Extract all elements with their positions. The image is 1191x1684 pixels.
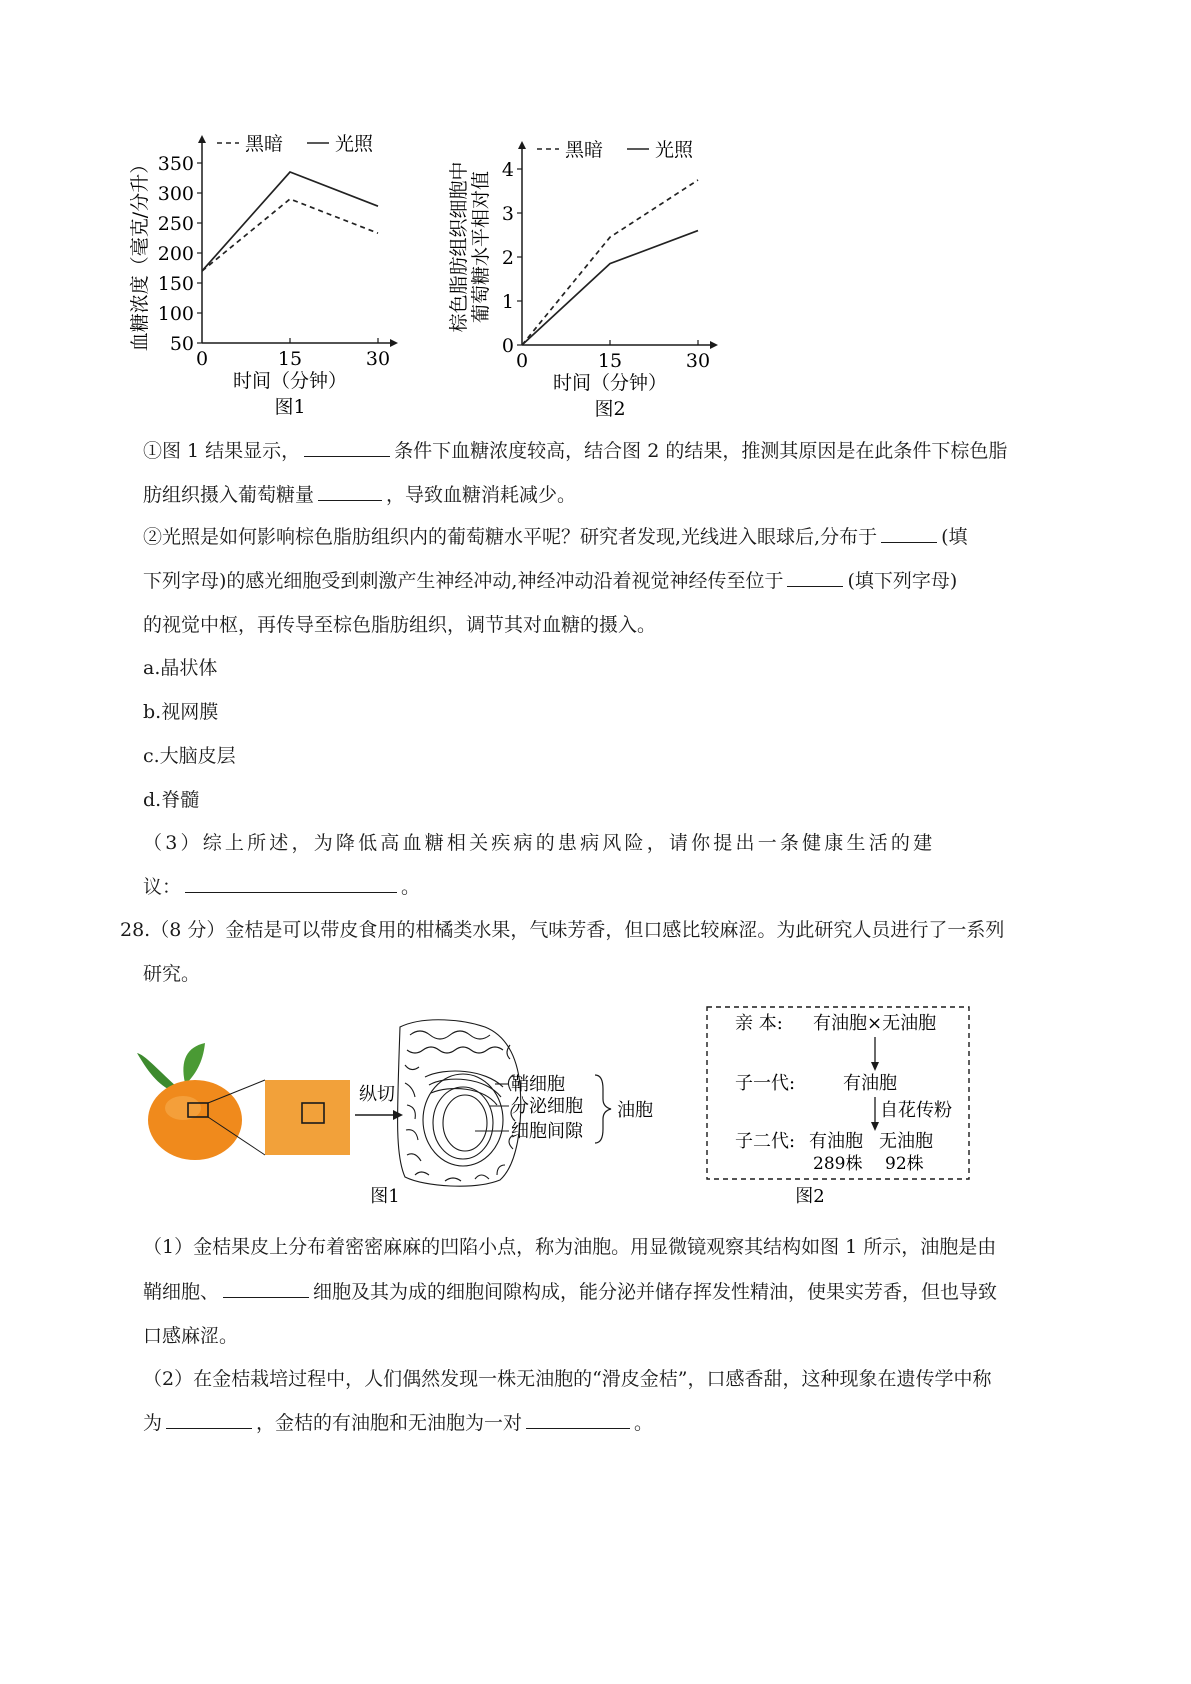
s2-text-a: 为 — [143, 1412, 163, 1434]
arrow-label: 纵切 — [359, 1084, 395, 1105]
q1-line-2 — [143, 480, 576, 507]
question-28-line-1: 28.（8 分）金桔是可以带皮食用的柑橘类水果，气味芳香，但口感比较麻涩。为此研究人员进行了一系列 — [120, 919, 1005, 941]
answer-blank[interactable] — [881, 524, 937, 543]
answer-blank[interactable] — [166, 1410, 252, 1429]
q1-text-b: 条件下血糖浓度较高，结合图 2 的结果，推测其原因是在此条件下棕色脂 — [394, 440, 1008, 462]
y-tick-label: 100 — [157, 303, 194, 325]
q2-line-3: 的视觉中枢，再传导至棕色脂肪组织，调节其对血糖的摄入。 — [143, 614, 657, 636]
y-tick-label: 50 — [169, 333, 194, 355]
brace-icon — [595, 1075, 611, 1143]
legend-label-dark: 黑暗 — [565, 139, 604, 161]
y-tick-label: 0 — [501, 335, 514, 357]
s1-line-2 — [143, 1277, 997, 1304]
x-axis-label: 时间（分钟） — [552, 372, 668, 394]
q2-line-1 — [143, 522, 968, 549]
legend-label-light: 光照 — [335, 133, 374, 155]
answer-blank[interactable] — [318, 482, 382, 501]
q2-text-d: (填下列字母) — [847, 570, 958, 592]
answer-blank[interactable] — [787, 568, 843, 587]
chart-blood-glucose — [130, 130, 430, 430]
q2-line-2 — [143, 566, 957, 593]
s2-text-b: ，金桔的有油胞和无油胞为一对 — [256, 1412, 523, 1434]
q3-text-a: 议： — [143, 876, 182, 898]
y-axis-label-line-2: 葡萄糖水平相对值 — [470, 170, 492, 324]
q1-line-1 — [143, 436, 1007, 463]
s2-text-c: 。 — [634, 1412, 654, 1434]
self-pollination-label: 自花传粉 — [880, 1100, 952, 1121]
y-tick-label: 1 — [501, 291, 514, 313]
s1-text-b: 细胞及其为成的细胞间隙构成，能分泌并储存挥发性精油，使果实芳香，但也导致 — [313, 1281, 998, 1303]
y-tick-label: 3 — [501, 203, 514, 225]
question-28-line-2: 研究。 — [143, 963, 201, 985]
x-axis-arrow — [710, 341, 718, 349]
x-tick-label: 0 — [195, 348, 209, 370]
option-c: c.大脑皮层 — [143, 745, 236, 767]
peel-magnified — [265, 1080, 350, 1155]
f2-without-gland: 无油胞 — [879, 1131, 933, 1152]
x-tick-label: 0 — [515, 350, 529, 372]
chart-caption: 图2 — [594, 398, 626, 420]
figure-cross-diagram — [705, 1005, 995, 1210]
y-tick-label: 150 — [157, 273, 194, 295]
q3-line-1: （3）综上所述，为降低高血糖相关疾病的患病风险，请你提出一条健康生活的建 — [143, 832, 936, 854]
parent-cross: 有油胞×无油胞 — [813, 1013, 937, 1034]
figure-oil-gland — [125, 1005, 655, 1210]
f2-with-gland: 有油胞 — [809, 1131, 863, 1152]
q3-text-b: 。 — [401, 876, 421, 898]
y-tick-label: 4 — [501, 159, 514, 181]
q1-text-a: ①图 1 结果显示， — [143, 440, 301, 462]
series-line-dark — [202, 199, 378, 271]
kumquat-icon — [148, 1080, 242, 1160]
x-axis-arrow — [390, 339, 398, 347]
answer-blank[interactable] — [223, 1279, 309, 1298]
y-tick-label: 200 — [157, 243, 194, 265]
legend-label-dark: 黑暗 — [245, 133, 284, 155]
x-tick-label: 15 — [597, 350, 623, 372]
y-axis-arrow — [198, 135, 206, 143]
y-axis-arrow — [518, 141, 526, 149]
q1-text-d: ，导致血糖消耗减少。 — [386, 484, 577, 506]
answer-blank[interactable] — [185, 874, 397, 893]
figure-2-caption: 图2 — [795, 1186, 825, 1207]
y-axis-label: 血糖浓度（毫克/分升） — [129, 154, 151, 352]
label-oil-gland: 油胞 — [617, 1100, 653, 1121]
s2-line-1: （2）在金桔栽培过程中，人们偶然发现一株无油胞的“滑皮金桔”，口感香甜，这种现象在遗传学中称 — [143, 1368, 992, 1390]
chart-brown-fat-glucose — [448, 130, 755, 430]
option-b: b.视网膜 — [143, 701, 219, 723]
y-tick-label: 250 — [157, 213, 194, 235]
f2-label: 子二代: — [735, 1131, 796, 1152]
option-d: d.脊髓 — [143, 789, 200, 811]
legend-label-light: 光照 — [655, 139, 694, 161]
parent-label: 亲 本: — [735, 1013, 783, 1034]
label-sheath-cell: 鞘细胞 — [511, 1074, 565, 1095]
y-tick-label: 350 — [157, 153, 194, 175]
q1-text-c: 肪组织摄入葡萄糖量 — [143, 484, 315, 506]
tissue-section-drawing — [398, 1020, 521, 1186]
q3-line-2 — [143, 872, 420, 899]
label-secretory-cell: 分泌细胞 — [511, 1096, 583, 1117]
q2-text-c: 下列字母)的感光细胞受到刺激产生神经冲动,神经冲动沿着视觉神经传至位于 — [143, 570, 784, 592]
y-tick-label: 300 — [157, 183, 194, 205]
f1-label: 子一代: — [735, 1073, 796, 1094]
f2-without-gland-count: 92株 — [885, 1154, 924, 1174]
q2-text-b: (填 — [941, 526, 968, 548]
f1-value: 有油胞 — [843, 1073, 897, 1094]
s2-line-2 — [143, 1408, 653, 1435]
q2-text-a: ②光照是如何影响棕色脂肪组织内的葡萄糖水平呢？研究者发现,光线进入眼球后,分布于 — [143, 526, 878, 548]
series-line-light — [522, 231, 698, 345]
figure-1-caption: 图1 — [370, 1186, 400, 1207]
option-a: a.晶状体 — [143, 657, 218, 679]
chart-caption: 图1 — [274, 396, 306, 418]
x-tick-label: 30 — [685, 350, 711, 372]
s1-line-3: 口感麻涩。 — [143, 1325, 239, 1347]
x-tick-label: 30 — [365, 348, 391, 370]
answer-blank[interactable] — [526, 1410, 630, 1429]
y-tick-label: 2 — [501, 247, 514, 269]
answer-blank[interactable] — [304, 438, 390, 457]
f2-with-gland-count: 289株 — [813, 1154, 863, 1174]
x-axis-label: 时间（分钟） — [232, 370, 348, 392]
label-intercellular-space: 细胞间隙 — [511, 1121, 583, 1142]
s1-text-a: 鞘细胞、 — [143, 1281, 220, 1303]
leaf-icon — [183, 1043, 205, 1085]
x-tick-label: 15 — [277, 348, 303, 370]
y-axis-label-line-1: 棕色脂肪组织细胞中 — [448, 161, 470, 333]
s1-line-1: （1）金桔果皮上分布着密密麻麻的凹陷小点，称为油胞。用显微镜观察其结构如图 1 所示，油胞是由 — [143, 1236, 997, 1258]
series-line-light — [202, 172, 378, 271]
